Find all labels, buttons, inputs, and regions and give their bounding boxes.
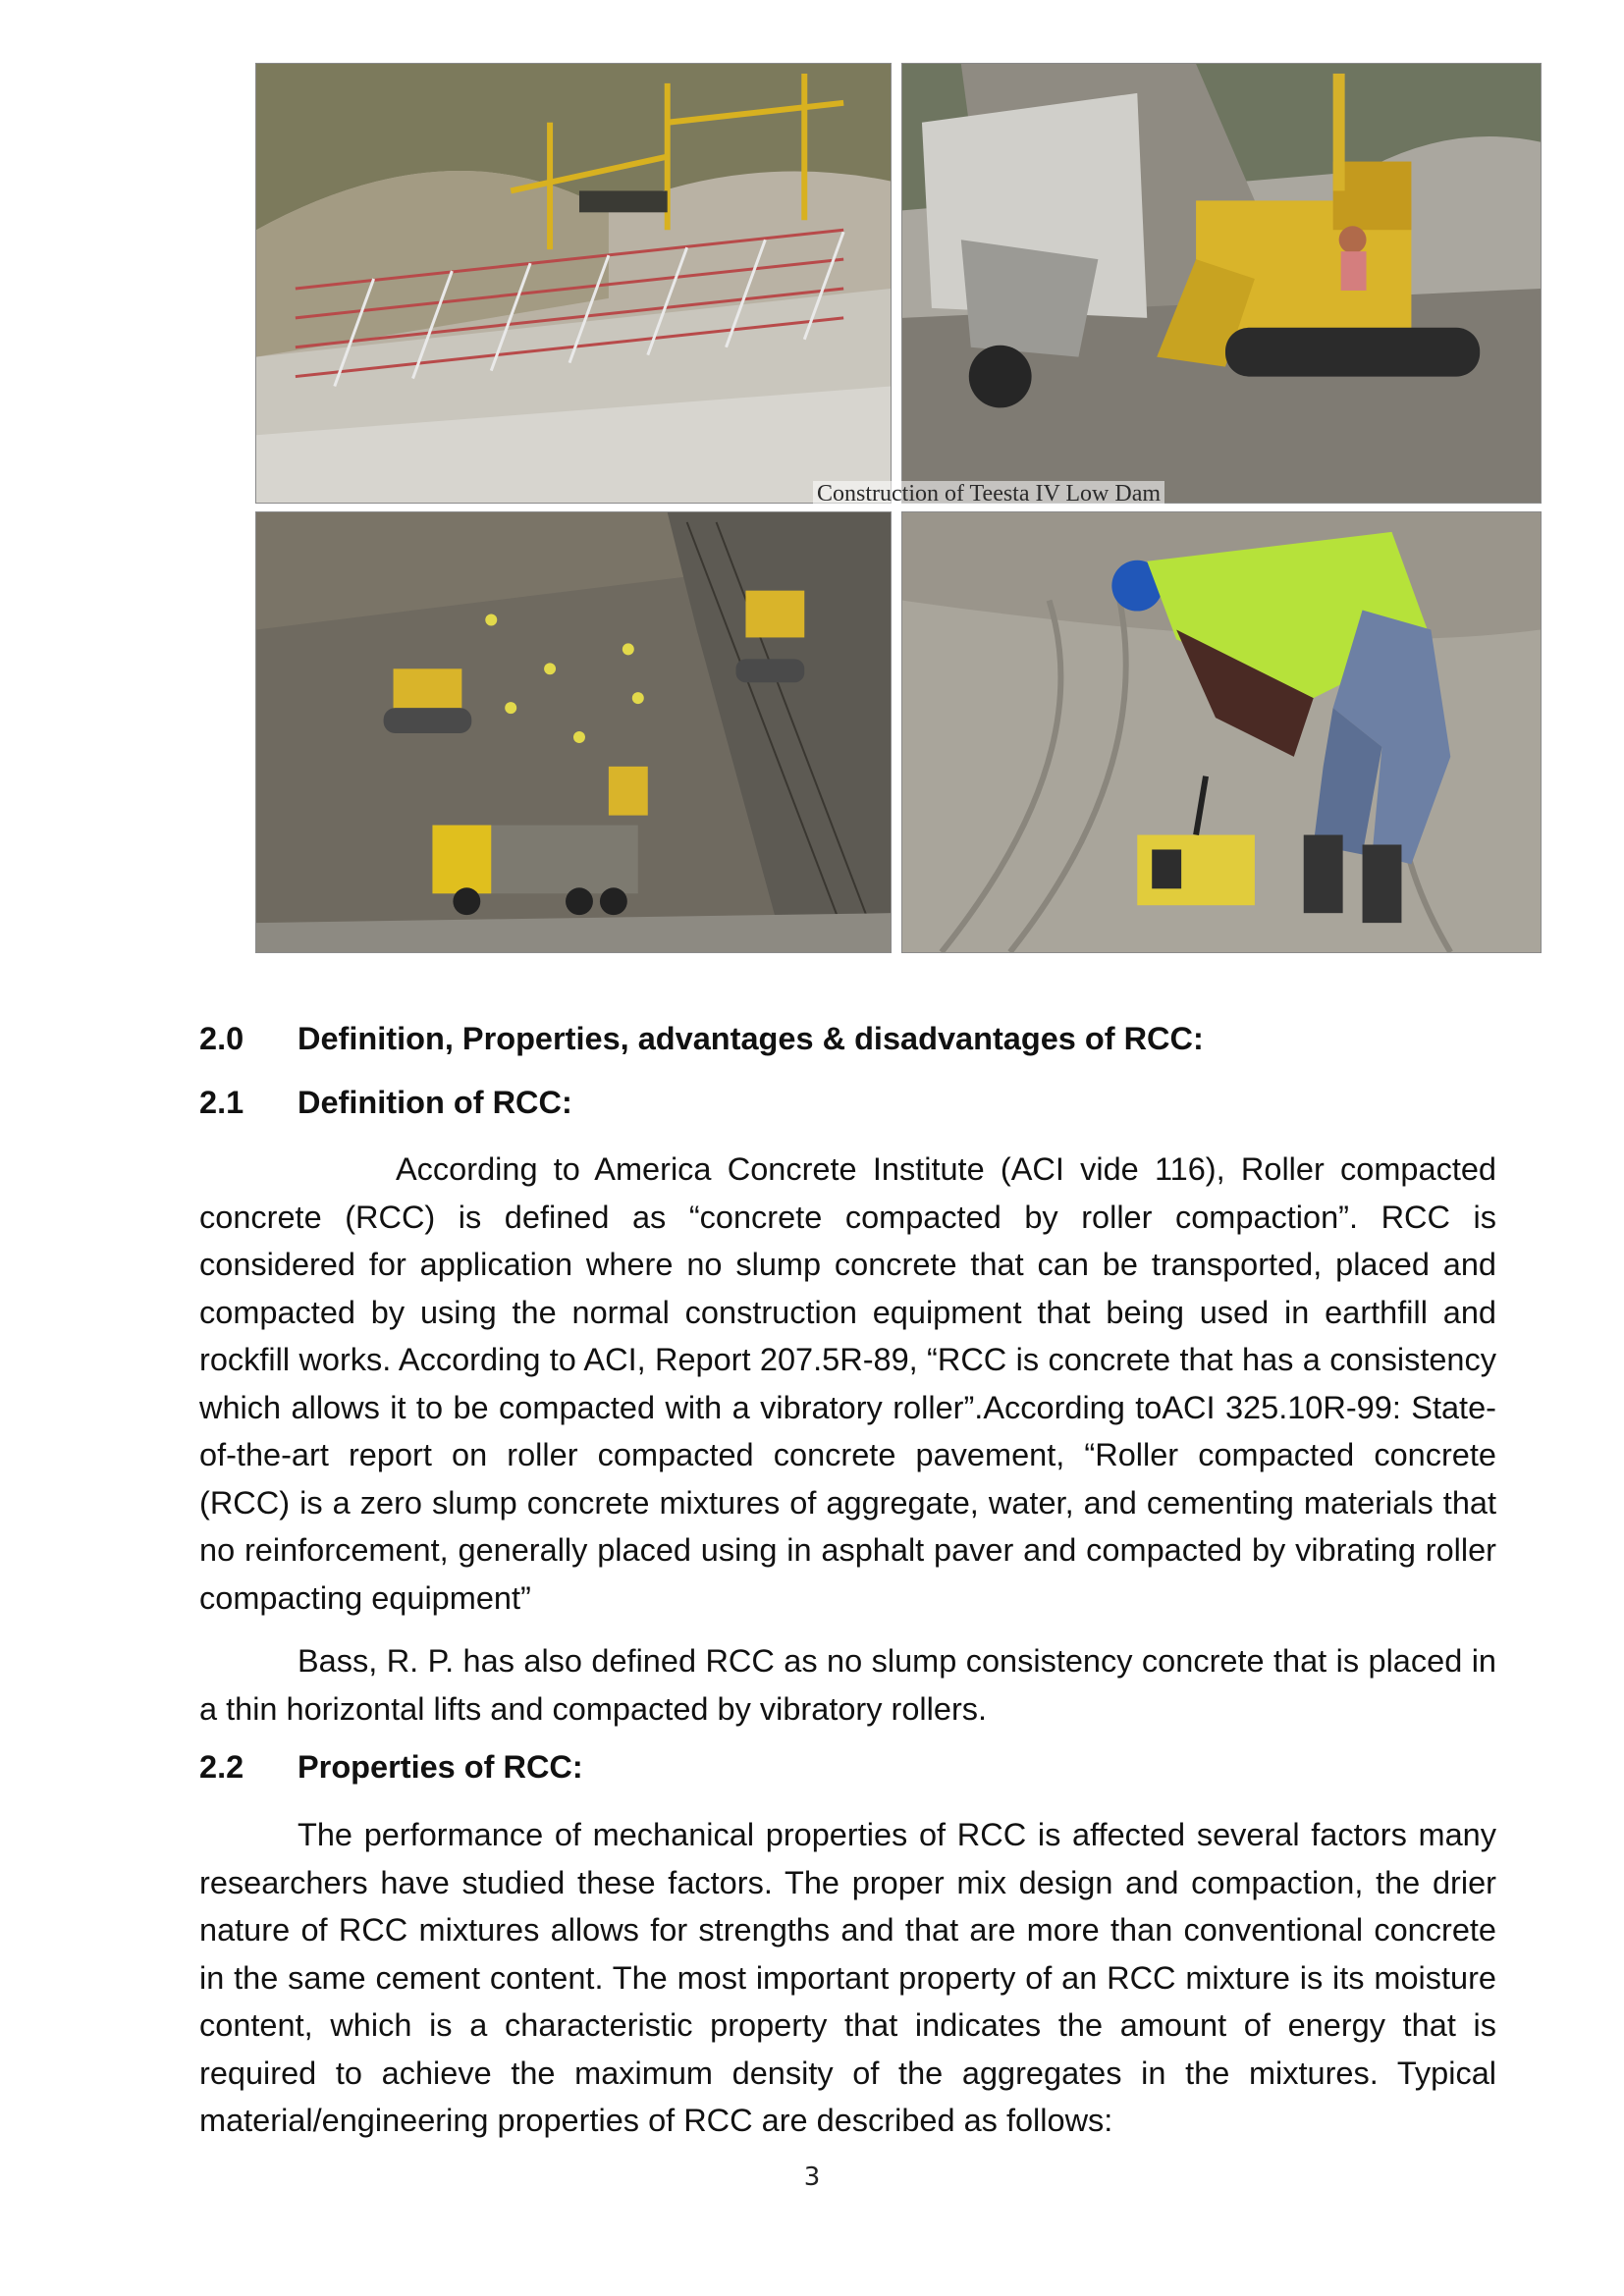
section-number: 2.1 xyxy=(199,1085,244,1120)
rcc-placement-aerial-photo xyxy=(255,511,892,953)
paragraph-text: According to America Concrete Institute (ACI vide 116), Roller compacted concrete (RCC) is defined as “concrete compacted by roller compaction”. RCC is considered for application where no slump concrete that can be transported, placed and compacted by using the normal construction equipment that being used in earthfill and rockfill works. According to ACI, Report 207.5R-89, “RCC is concrete that has a consistency which allows it to be compacted with a vibratory roller”.According toACI 325.10R-99: State-of-the-art report on roller compacted concrete pavement, “Roller compacted concrete (RCC) is a zero slump concrete mixtures of aggregate, water, and cementing materials that no reinforcement, generally placed using in asphalt paver and compacted by vibrating roller compacting equipment” xyxy=(199,1151,1496,1616)
section-heading-2-1 xyxy=(199,1085,572,1121)
section-title: Definition of RCC: xyxy=(298,1085,572,1120)
section-number: 2.0 xyxy=(199,1021,244,1056)
section-title: Properties of RCC: xyxy=(298,1749,583,1785)
dam-scaffolding-photo xyxy=(255,63,892,504)
paragraph-text: Bass, R. P. has also defined RCC as no slump consistency concrete that is placed in a thin horizontal lifts and compacted by vibratory rollers. xyxy=(199,1643,1496,1727)
bass-definition-paragraph xyxy=(199,1637,1496,1733)
section-title: Definition, Properties, advantages & disadvantages of RCC: xyxy=(298,1021,1204,1056)
figure-caption: Construction of Teesta IV Low Dam xyxy=(813,481,1164,507)
definition-paragraph xyxy=(199,1146,1496,1622)
paragraph-text: The performance of mechanical properties of RCC is affected several factors many researchers have studied these factors. The proper mix design and compaction, the drier nature of RCC mixtures allows for strengths and that are more than conventional concrete in the same cement content. The most important property of an RCC mixture is its moisture content, which is a characteristic property that indicates the amount of energy that is required to achieve the maximum density of the aggregates in the mixtures. Typical material/engineering properties of RCC are described as follows: xyxy=(199,1817,1496,2138)
section-heading-2-0 xyxy=(199,1021,1204,1057)
section-number: 2.2 xyxy=(199,1749,244,1785)
section-heading-2-2 xyxy=(199,1749,583,1786)
density-gauge-testing-photo xyxy=(901,511,1542,953)
properties-paragraph xyxy=(199,1811,1496,2145)
dump-truck-bulldozer-photo xyxy=(901,63,1542,504)
page-number: 3 xyxy=(803,2163,821,2192)
